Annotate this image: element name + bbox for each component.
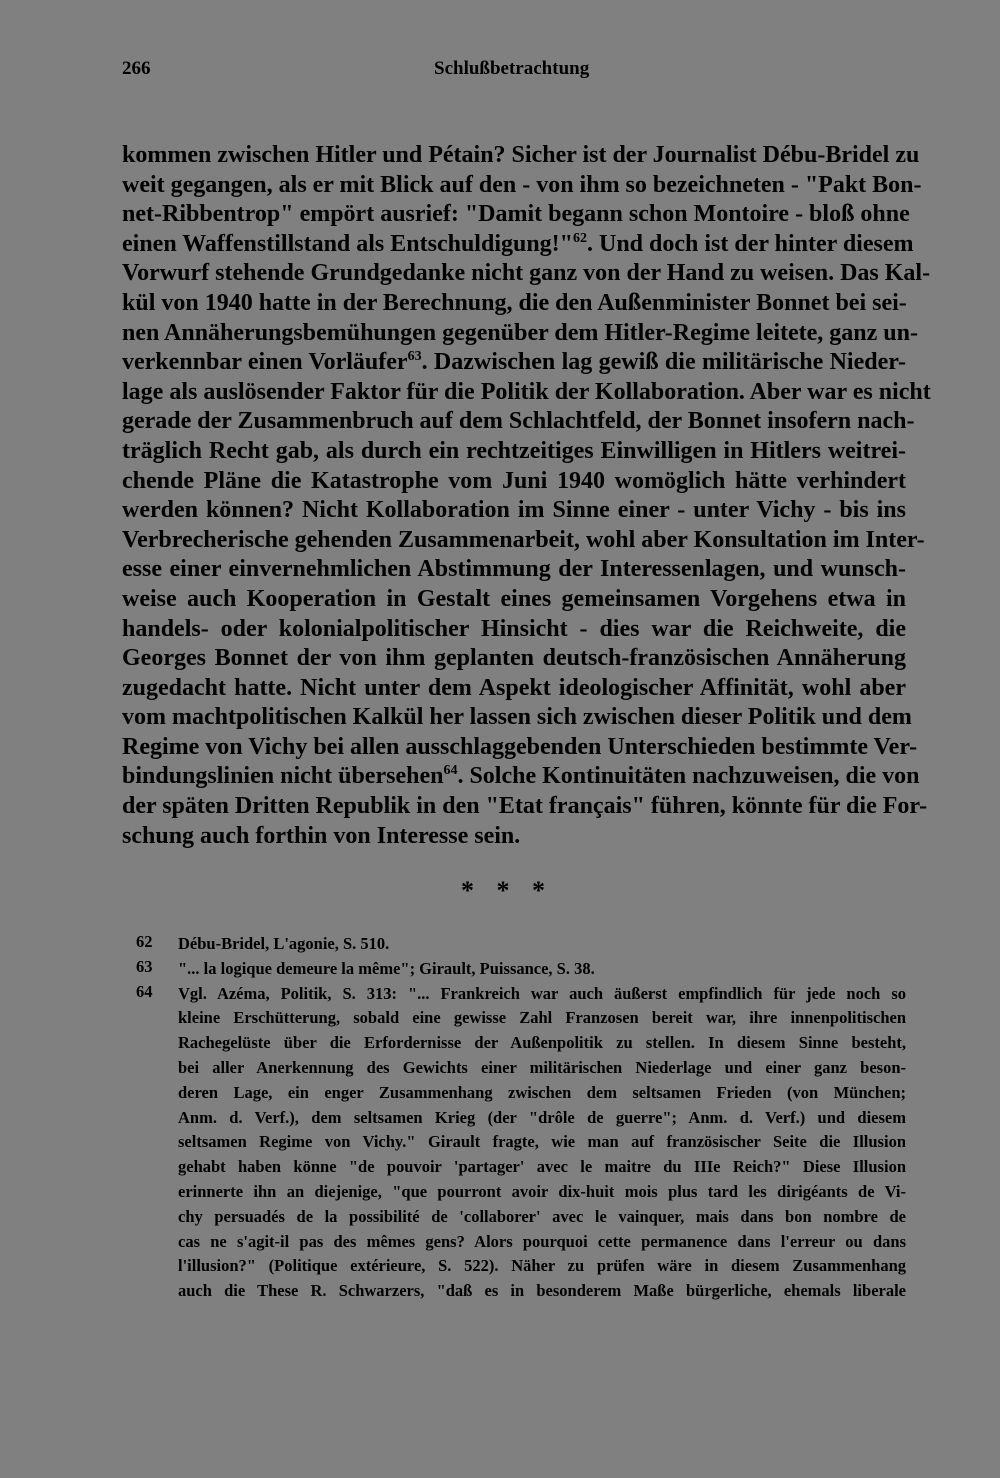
footnote-line: Anm. d. Verf.), dem seltsamen Krieg (der "drôle de guerre"; Anm. d. Verf.) und diesem (178, 1107, 906, 1127)
footnotes (136, 932, 906, 1304)
footnote-ref-64[interactable]: 64 (443, 763, 458, 779)
text-line: handels- oder kolonialpolitischer Hinsicht - dies war die Reichweite, die (122, 615, 906, 642)
text-line: chende Pläne die Katastrophe vom Juni 1940 womöglich hätte verhindert (122, 467, 906, 494)
body-paragraph (122, 141, 931, 851)
text-line: weise auch Kooperation in Gestalt eines gemeinsamen Vorgehens etwa in (122, 585, 906, 612)
text-segment: bindungslinien nicht übersehen (122, 763, 444, 790)
page-number: 266 (122, 58, 151, 79)
text-line: Georges Bonnet der von ihm geplanten deutsch-französischen Annäherung (122, 645, 906, 672)
text-line (122, 230, 914, 260)
footnote-line: deren Lage, ein enger Zusammenhang zwischen dem seltsamen Frieden (von München; (178, 1082, 906, 1102)
footnote-line: Vgl. Azéma, Politik, S. 313: "... Frankreich war auch äußerst empfindlich für jede noch so (178, 983, 906, 1003)
text-line: zugedacht hatte. Nicht unter dem Aspekt ideologischer Affinität, wohl aber (122, 674, 906, 701)
footnote-line: seltsamen Regime von Vichy." Girault fragte, wie man auf französischer Seite die Illusion (178, 1132, 906, 1152)
footnote-ref-63[interactable]: 63 (407, 349, 422, 365)
footnote-line: "... la logique demeure la même"; Girault, Puissance, S. 38. (178, 958, 595, 978)
text-segment: . Und doch ist der hinter diesem (587, 230, 914, 257)
text-line: werden können? Nicht Kollaboration im Sinne einer - unter Vichy - bis ins (122, 497, 906, 524)
footnote-line: auch die These R. Schwarzers, "daß es in besonderem Maße bürgerliche, ehemals liberale (178, 1281, 906, 1301)
text-line: weit gegangen, als er mit Blick auf den - von ihm so bezeichneten - "Pakt Bon- (122, 171, 922, 198)
footnote-number: 63 (136, 956, 153, 976)
footnote-number: 64 (136, 981, 153, 1001)
text-line: gerade der Zusammenbruch auf dem Schlachtfeld, der Bonnet insofern nach- (122, 408, 915, 435)
text-line: der späten Dritten Republik in den "Etat français" führen, könnte für die For- (122, 793, 928, 820)
text-line: Regime von Vichy bei allen ausschlaggebenden Unterschieden bestimmte Ver- (122, 733, 918, 760)
footnote-62 (136, 932, 906, 957)
footnote-line: bei aller Anerkennung des Gewichts einer militärischen Niederlage und einer ganz beson- (178, 1057, 906, 1077)
text-line: esse einer einvernehmlichen Abstimmung der Interessenlagen, und wunsch- (122, 556, 906, 583)
footnote-line: chy persuadés de la possibilité de 'collaborer' avec le vainquer, mais dans bon nombre de (178, 1206, 906, 1226)
footnote-line: cas ne s'agit-il pas des mêmes gens? Alors pourquoi cette permanence dans l'erreur ou dans (178, 1231, 906, 1251)
footnote-number: 62 (136, 932, 153, 951)
footnote-line: Débu-Bridel, L'agonie, S. 510. (178, 934, 390, 953)
text-line: lage als auslösender Faktor für die Politik der Kollaboration. Aber war es nicht (122, 378, 931, 405)
text-line: kommen zwischen Hitler und Pétain? Sicher ist der Journalist Débu-Bridel zu (122, 142, 920, 168)
text-line: Verbrecherische gehenden Zusammenarbeit, wohl aber Konsultation im Inter- (122, 526, 925, 553)
text-line (122, 348, 906, 378)
text-line: Vorwurf stehende Grundgedanke nicht ganz von der Hand zu weisen. Das Kal- (122, 260, 931, 287)
text-line: schung auch forthin von Interesse sein. (122, 822, 521, 849)
text-line: net-Ribbentrop" empört ausrief: "Damit begann schon Montoire - bloß ohne (122, 201, 910, 228)
text-segment: verkennbar einen Vorläufer (122, 349, 408, 376)
text-segment: . Solche Kontinuitäten nachzuweisen, die von (457, 763, 920, 790)
footnote-line: gehabt haben könne "de pouvoir 'partager' avec le maitre du IIIe Reich?" Diese Illusion (178, 1157, 906, 1177)
footnote-64 (136, 982, 906, 1304)
text-segment: . Dazwischen lag gewiß die militärische Nieder- (421, 349, 906, 376)
text-line: nen Annäherungsbemühungen gegenüber dem Hitler-Regime leitete, ganz un- (122, 319, 918, 346)
section-separator: * * * (461, 876, 553, 905)
text-line: kül von 1940 hatte in der Berechnung, die den Außenminister Bonnet bei sei- (122, 289, 907, 316)
footnote-line: erinnerte ihn an diejenige, "que pourront avoir dix-huit mois plus tard les dirigéants de Vi- (178, 1181, 906, 1201)
footnote-line: l'illusion?" (Politique extérieure, S. 522). Näher zu prüfen wäre in diesem Zusammenhang (178, 1256, 906, 1276)
text-line: vom machtpolitischen Kalkül her lassen sich zwischen dieser Politik und dem (122, 704, 912, 731)
text-segment: einen Waffenstillstand als Entschuldigung!" (122, 230, 573, 257)
footnote-63 (136, 957, 906, 982)
text-line: träglich Recht gab, als durch ein rechtzeitiges Einwilligen in Hitlers weitrei- (122, 437, 906, 464)
running-head: Schlußbetrachtung (434, 58, 590, 79)
footnote-ref-62[interactable]: 62 (573, 230, 587, 246)
footnote-line: kleine Erschütterung, sobald eine gewisse Zahl Franzosen bereit war, ihre innenpolitischen (178, 1008, 906, 1028)
text-line (122, 762, 920, 792)
footnote-line: Rachegelüste über die Erfordernisse der Außenpolitik zu stellen. In diesem Sinne besteht, (178, 1033, 906, 1053)
